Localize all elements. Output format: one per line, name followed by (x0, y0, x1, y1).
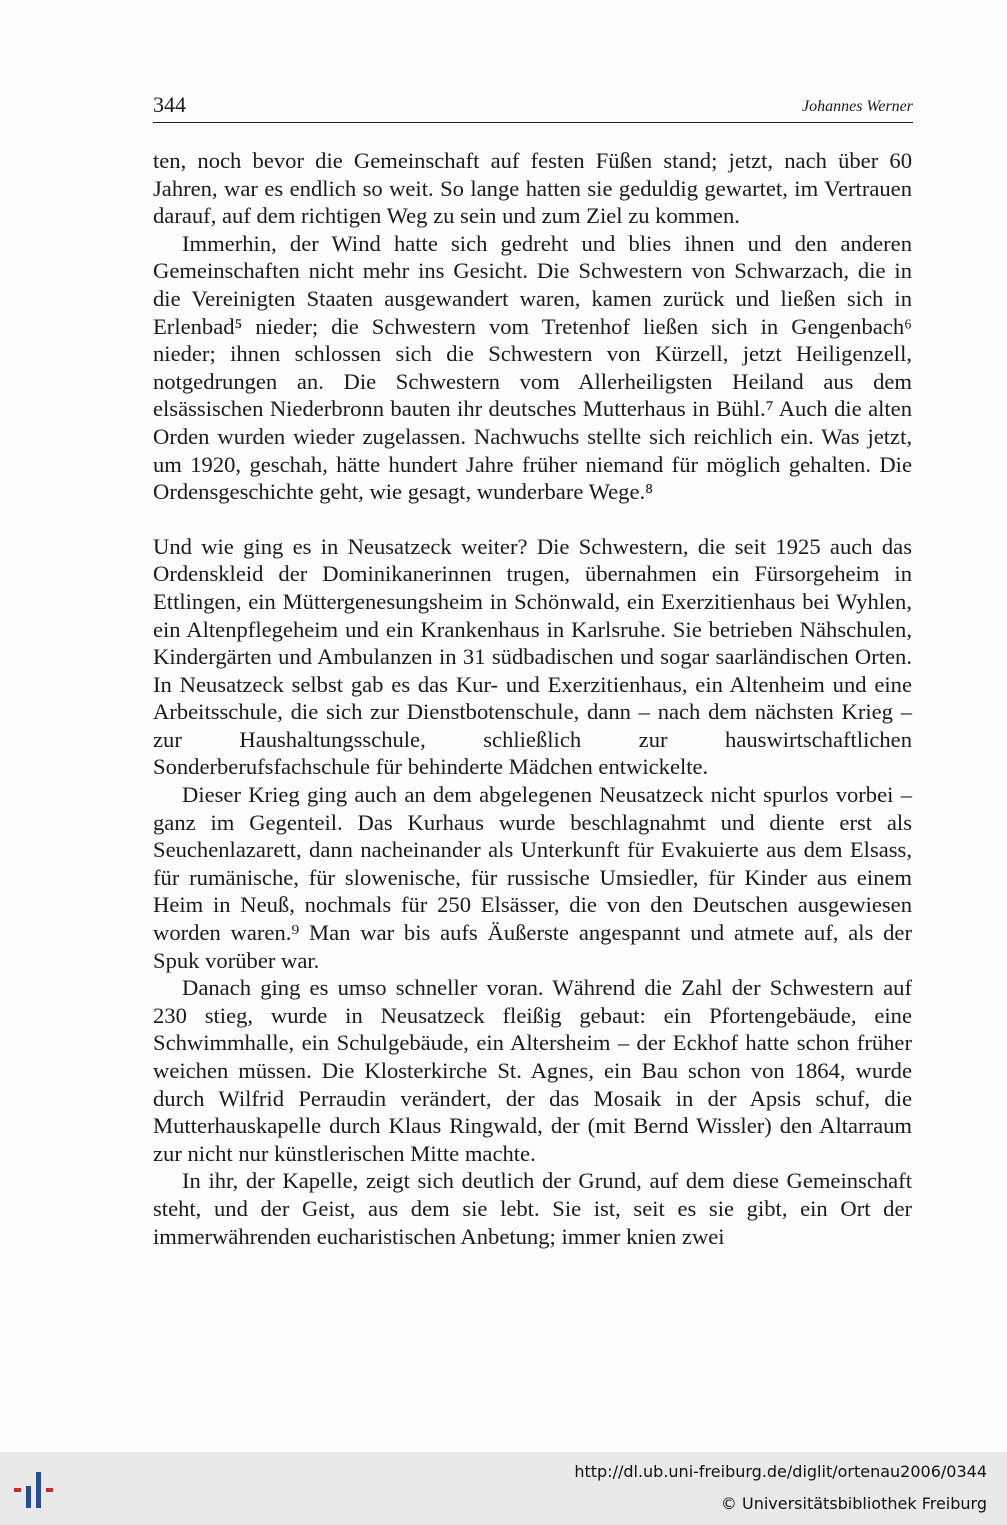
running-head-author: Johannes Werner (802, 98, 913, 115)
source-url-link[interactable]: http://dl.ub.uni-freiburg.de/diglit/ortenau2006/0344 (574, 1462, 987, 1481)
body-text (153, 147, 912, 1250)
running-header (153, 92, 913, 123)
paragraph: In ihr, der Kapelle, zeigt sich deutlich der Grund, auf dem diese Gemeinschaft steht, und der Geist, aus dem sie lebt. Sie ist, seit es sie gibt, ein Ort der immerwährenden eucharistischen Anbetung; immer knien zwei (153, 1168, 912, 1249)
footer-bar (0, 1452, 1007, 1525)
page-number: 344 (153, 92, 186, 117)
paragraph: ten, noch bevor die Gemeinschaft auf festen Füßen stand; jetzt, nach über 60 Jahren, war es endlich so weit. So lange hatten sie geduldig gewartet, im Vertrauen darauf, auf dem richtigen Weg zu sein und zum Ziel zu kommen. (153, 148, 912, 229)
copyright-notice: © Universitätsbibliothek Freiburg (720, 1494, 987, 1513)
paragraph: Immerhin, der Wind hatte sich gedreht und blies ihnen und den anderen Gemeinschaften nicht mehr ins Gesicht. Die Schwestern von Schwarzach, die in die Vereinigten Staaten ausgewandert waren, kamen zurück und ließen sich in Erlenbad⁵ nieder; die Schwestern vom Tretenhof ließen sich in Gengenbach⁶ nieder; ihnen schlossen sich die Schwestern von Kürzell, jetzt Heiligenzell, notgedrungen an. Die Schwestern vom Allerheiligsten Heiland aus dem elsässischen Niederbronn bauten ihr deutsches Mutterhaus in Bühl.⁷ Auch die alten Orden wurden wieder zugelassen. Nachwuchs stellte sich reichlich ein. Was jetzt, um 1920, geschah, hätte hundert Jahre früher niemand für möglich gehalten. Die Ordensgeschichte geht, wie gesagt, wunderbare Wege.⁸ (153, 230, 912, 505)
paragraph: Danach ging es umso schneller voran. Während die Zahl der Schwestern auf 230 stieg, wurde in Neusatzeck fleißig gebaut: ein Pfortengebäude, eine Schwimmhalle, ein Schulgebäude, ein Altersheim – der Eckhof hatte schon früher weichen müssen. Die Klosterkirche St. Agnes, ein Bau schon von 1864, wurde durch Wilfrid Perraudin verändert, der das Mosaik in der Apsis schuf, die Mutterhauskapelle durch Klaus Ringwald, der (mit Bernd Wissler) den Altarraum zur nicht nur künstlerischen Mitte machte. (153, 975, 912, 1166)
paragraph: Dieser Krieg ging auch an dem abgelegenen Neusatzeck nicht spurlos vorbei – ganz im Gegenteil. Das Kurhaus wurde beschlagnahmt und diente erst als Seuchenlazarett, dann nacheinander als Unterkunft für Evakuierte aus dem Elsass, für rumänische, für slowenische, für russische Umsiedler, für Kinder aus einem Heim in Neuß, nochmals für 250 Elsässer, die von den Deutschen ausgewiesen worden waren.⁹ Man war bis aufs Äußerste angespannt und atmete auf, als der Spuk vorüber war. (153, 782, 912, 973)
paragraph: Und wie ging es in Neusatzeck weiter? Die Schwestern, die seit 1925 auch das Ordenskleid der Dominikanerinnen trugen, übernahmen ein Fürsorgeheim in Ettlingen, ein Müttergenesungsheim in Schönwald, ein Exerzitienhaus bei Wyhlen, ein Altenpflegeheim und ein Krankenhaus in Karlsruhe. Sie betrieben Nähschulen, Kindergärten und Ambulanzen in 31 südbadischen und sogar saarländischen Orten. In Neusatzeck selbst gab es das Kur- und Exerzitienhaus, ein Altenheim und eine Arbeitsschule, die sich zur Dienstbotenschule, dann – nach dem nächsten Krieg – zur Haushaltungsschule, schließlich zur hauswirtschaftlichen Sonderberufsfachschule für behinderte Mädchen entwickelte. (153, 533, 912, 780)
library-logo-icon (10, 1466, 66, 1514)
